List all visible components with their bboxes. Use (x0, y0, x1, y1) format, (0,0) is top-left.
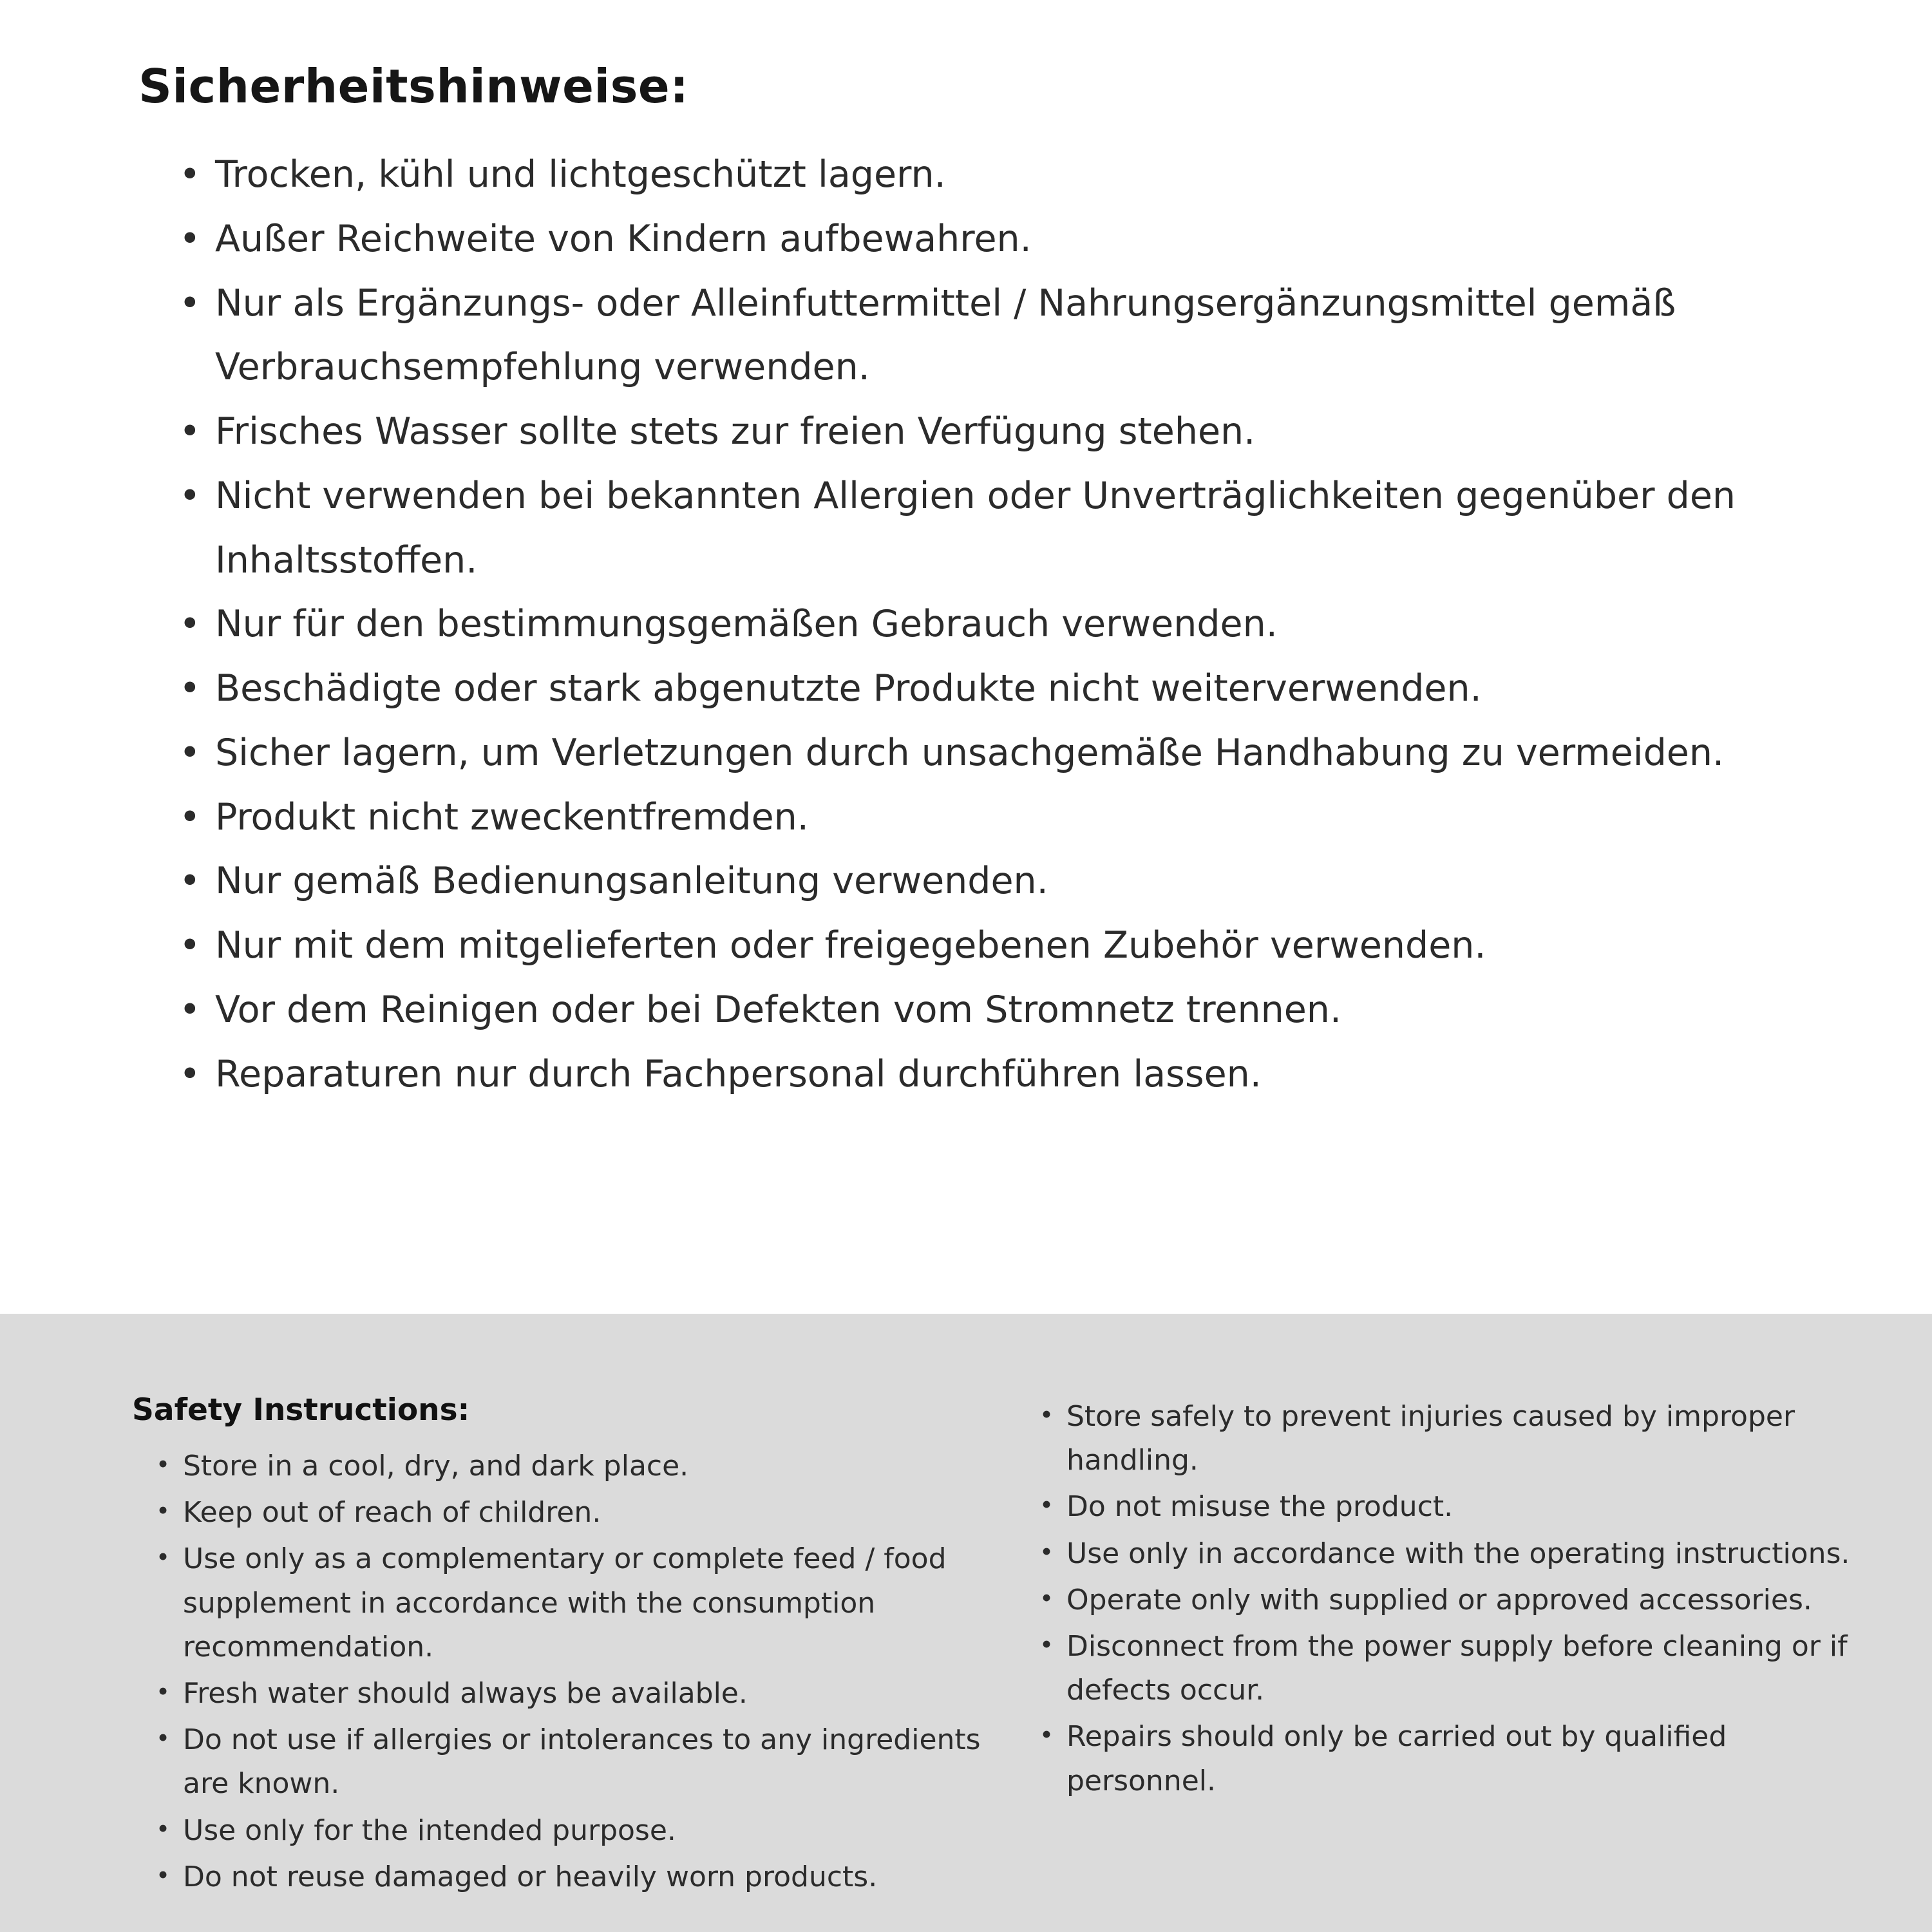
de-safety-item: • Produkt nicht zweckentfremden. (175, 786, 1811, 850)
en-safety-item: • Use only as a complementary or complete feed / food supplement in accordance with the consumption recommendation. (153, 1537, 995, 1669)
en-safety-item: • Do not reuse damaged or heavily worn products. (153, 1855, 995, 1899)
de-safety-item: • Trocken, kühl und lichtgeschützt lagern. (175, 143, 1811, 207)
de-safety-item: • Beschädigte oder stark abgenutzte Produkte nicht weiterverwenden. (175, 657, 1811, 721)
de-safety-item: • Außer Reichweite von Kindern aufbewahren. (175, 207, 1811, 272)
english-safety-list-right (1037, 1395, 1868, 1803)
en-safety-item: • Keep out of reach of children. (153, 1491, 995, 1535)
en-safety-item: • Repairs should only be carried out by qualified personnel. (1037, 1715, 1868, 1803)
de-safety-item: • Nur gemäß Bedienungsanleitung verwenden. (175, 849, 1811, 914)
de-safety-item: • Reparaturen nur durch Fachpersonal durchführen lassen. (175, 1043, 1811, 1107)
de-safety-item: • Vor dem Reinigen oder bei Defekten vom Stromnetz trennen. (175, 978, 1811, 1043)
english-right-column (1037, 1392, 1868, 1932)
english-safety-section (0, 1314, 1932, 1932)
de-safety-item: • Nur mit dem mitgelieferten oder freigegebenen Zubehör verwenden. (175, 914, 1811, 978)
de-safety-item: • Nicht verwenden bei bekannten Allergien oder Unverträglichkeiten gegenüber den Inhaltsstoffen. (175, 464, 1811, 593)
en-safety-item: • Operate only with supplied or approved accessories. (1037, 1578, 1868, 1622)
en-safety-item: • Store safely to prevent injuries caused by improper handling. (1037, 1395, 1868, 1482)
en-safety-item: • Store in a cool, dry, and dark place. (153, 1444, 995, 1488)
en-safety-item: • Fresh water should always be available. (153, 1672, 995, 1716)
german-section-heading: Sicherheitshinweise: (138, 59, 689, 113)
english-safety-list-left (153, 1444, 995, 1899)
german-safety-list (175, 143, 1811, 1106)
en-safety-item: • Do not use if allergies or intolerances to any ingredients are known. (153, 1718, 995, 1806)
en-safety-item: • Use only in accordance with the operating instructions. (1037, 1532, 1868, 1576)
de-safety-item: • Frisches Wasser sollte stets zur freien Verfügung stehen. (175, 400, 1811, 464)
en-safety-item: • Disconnect from the power supply before cleaning or if defects occur. (1037, 1625, 1868, 1712)
en-safety-item: • Use only for the intended purpose. (153, 1809, 995, 1853)
de-safety-item: • Sicher lagern, um Verletzungen durch unsachgemäße Handhabung zu vermeiden. (175, 721, 1811, 786)
de-safety-item: • Nur als Ergänzungs- oder Alleinfuttermittel / Nahrungsergänzungsmittel gemäß Verbrauchsempfehlung verwenden. (175, 272, 1811, 401)
de-safety-item: • Nur für den bestimmungsgemäßen Gebrauch verwenden. (175, 592, 1811, 657)
en-safety-item: • Do not misuse the product. (1037, 1485, 1868, 1529)
english-section-heading: Safety Instructions: (132, 1392, 470, 1428)
english-left-column (132, 1392, 995, 1932)
